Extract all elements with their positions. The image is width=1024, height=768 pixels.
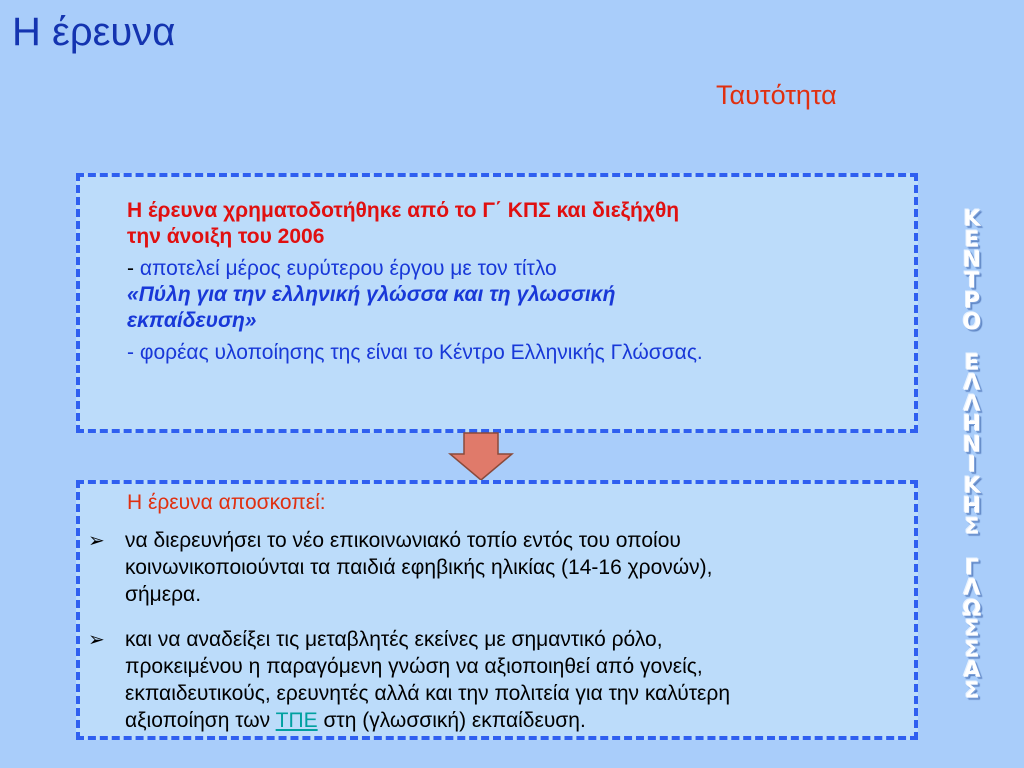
project-title-line: [127, 282, 917, 308]
logo-letter: Λ: [963, 576, 981, 601]
goal-2-text: στη (γλωσσική) εκπαίδευση.: [317, 709, 586, 732]
logo-letter: Σ: [964, 617, 980, 642]
logo-letter: Ν: [962, 432, 982, 458]
goal-2-line: προκειμένου η παραγόμενη γνώση να αξιοποιηθεί από γονείς,: [125, 655, 703, 678]
logo-letter: Ο: [962, 309, 982, 335]
logo-letter: Λ: [963, 371, 981, 396]
logo-letter: Ε: [964, 227, 980, 253]
bullet-arrow-icon: ➢: [88, 530, 105, 552]
logo-letter: Α: [963, 658, 981, 683]
project-text: αποτελεί μέρος ευρύτερου έργου με τον τίτλο: [139, 257, 557, 280]
logo-letter: Τ: [964, 268, 980, 294]
goal-2-last-line: [125, 707, 915, 734]
goal-item-2: [125, 626, 915, 734]
down-arrow-icon: [448, 432, 514, 482]
goal-2-line: εκπαιδευτικούς, ερευνητές αλλά και την πολιτεία για την καλύτερη: [125, 682, 731, 705]
goal-2-line: και να αναδείξει τις μεταβλητές εκείνες με σημαντικό ρόλο,: [125, 628, 663, 651]
project-title: Πύλη για την ελληνική γλώσσα και τη γλωσσική: [138, 283, 616, 306]
tpe-link[interactable]: ΤΠΕ: [275, 709, 318, 732]
logo-letter: Σ: [964, 637, 980, 663]
logo-letter: Η: [962, 412, 982, 437]
logo-letter: Σ: [964, 678, 980, 704]
slide-title: Η έρευνα: [12, 10, 176, 54]
identity-text: [127, 198, 917, 366]
date-line: την άνοιξη του 2006: [127, 225, 325, 248]
organization-text: φορέας υλοποίησης της είναι το Κέντρο Ελληνικής Γλώσσας.: [139, 341, 703, 364]
goal-1-line: να διερευνήσει το νέο επικοινωνιακό τοπίο εντός του οποίου: [125, 529, 681, 552]
logo-letter: Κ: [963, 473, 981, 499]
logo-letter: Σ: [964, 514, 980, 540]
logo-letter: Κ: [963, 207, 981, 232]
slide-subtitle: Ταυτότητα: [716, 80, 837, 110]
quote-open: «: [127, 283, 139, 306]
logo-letter: Η: [962, 494, 982, 519]
goal-2-text: αξιοποίηση των: [125, 709, 276, 732]
center-logo-vertical-text: [952, 207, 992, 704]
logo-letter: Ι: [967, 453, 977, 478]
logo-letter: Ρ: [963, 289, 981, 314]
goal-1-line: κοινωνικοποιούνται τα παιδιά εφηβικής ηλικίας (14-16 χρονών),: [125, 556, 713, 579]
logo-letter: Ω: [962, 596, 982, 622]
dash: -: [127, 341, 140, 364]
funding-line: Η έρευνα χρηματοδοτήθηκε από το Γ΄ ΚΠΣ και διεξήχθη: [127, 199, 680, 222]
logo-letter: Ν: [962, 248, 982, 273]
goal-1-line: σήμερα.: [125, 583, 202, 606]
goal-item-1: [125, 527, 905, 608]
bullet-arrow-icon: ➢: [88, 629, 105, 651]
goals-heading: Η έρευνα αποσκοπεί:: [127, 491, 326, 514]
organization-line: [127, 340, 917, 366]
logo-letter: Λ: [963, 391, 981, 417]
logo-letter: Γ: [964, 555, 980, 581]
logo-letter: Ε: [964, 350, 980, 376]
dash: -: [127, 257, 140, 280]
project-title-cont: εκπαίδευση»: [127, 309, 257, 332]
project-line: [127, 256, 917, 282]
